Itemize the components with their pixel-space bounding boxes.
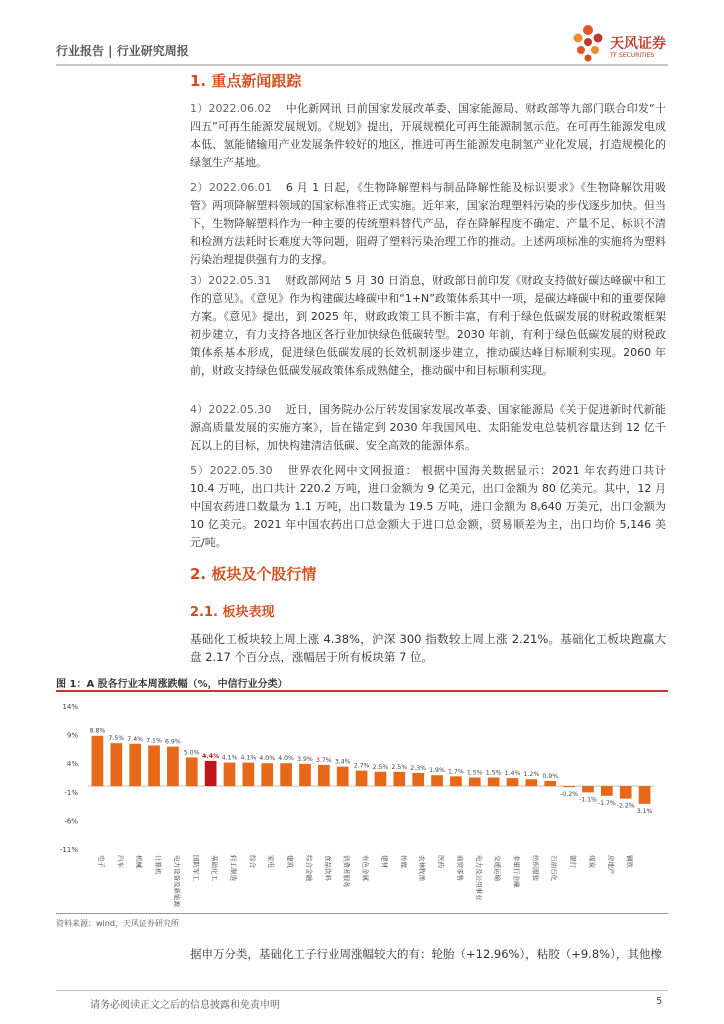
- figure-caption: 图 1：A 股各行业本周涨跌幅（%，中信行业分类）: [56, 679, 288, 690]
- x-category-label: 综合金融: [304, 855, 313, 881]
- y-tick-label: 9%: [66, 731, 78, 740]
- news-date: 1）2022.06.02: [190, 102, 272, 115]
- bar: [639, 786, 651, 804]
- section2-subtitle: 2.1. 板块表现: [190, 605, 275, 620]
- news-text: 近日，国务院办公厅转发国家发展改革委、国家能源局《关于促进新时代新能源高质量发展的实施方案》，旨在锚定到 2030 年我国风电、太阳能发电总装机容量达到 12 亿千瓦以上的目标，加快构建清洁低碳、安全高效的能源体系。: [190, 403, 666, 452]
- bar-value-label: 3.1%: [636, 807, 653, 815]
- bar-value-label: -2.2%: [616, 802, 635, 810]
- bar-value-label: 2.3%: [410, 764, 427, 772]
- news-item-4: [190, 401, 666, 455]
- bar: [601, 786, 613, 796]
- bar: [92, 736, 104, 786]
- x-category-label: 机械: [135, 855, 144, 868]
- bar-value-label: 2.5%: [391, 763, 408, 771]
- x-category-label: 建材: [380, 855, 389, 868]
- bar: [393, 772, 405, 786]
- bar-value-label: 1.5%: [485, 769, 502, 777]
- bar: [318, 765, 330, 786]
- x-category-label: 非银行金融: [512, 855, 521, 888]
- x-category-label: 电子: [97, 855, 106, 868]
- company-logo: [568, 22, 678, 66]
- bar-value-label: 7.5%: [108, 735, 125, 743]
- y-tick-label: 4%: [66, 760, 78, 769]
- footer-divider: [56, 990, 668, 991]
- x-category-label: 基础化工: [210, 855, 219, 881]
- x-category-label: 国防军工: [191, 855, 200, 881]
- x-category-label: 煤炭: [587, 855, 596, 868]
- bar: [148, 745, 160, 786]
- bar-value-label: 1.5%: [466, 769, 483, 777]
- bar-value-label: 4.4%: [202, 752, 220, 760]
- x-category-label: 房地产: [606, 855, 615, 875]
- figure-source: 资料来源：wind，天风证券研究所: [56, 919, 179, 928]
- bar: [110, 743, 122, 786]
- bar: [375, 772, 387, 786]
- logo-flower-icon: [568, 22, 608, 66]
- bar: [582, 786, 594, 792]
- bar-value-label: 7.4%: [127, 735, 144, 743]
- bar-value-label: 4.0%: [278, 755, 294, 763]
- figure-bottom-rule: [56, 913, 668, 914]
- bar: [507, 778, 519, 786]
- page-number: 5: [656, 996, 663, 1007]
- bar-value-label: -0.2%: [560, 791, 579, 799]
- news-date: 2）2022.06.01: [190, 181, 272, 194]
- bar: [431, 775, 443, 786]
- y-tick-label: -11%: [59, 846, 78, 854]
- x-category-label: 家电: [267, 855, 276, 868]
- y-tick-label: -6%: [64, 817, 78, 826]
- bar-value-label: 2.5%: [372, 763, 389, 771]
- bar: [224, 763, 236, 786]
- tail-paragraph: 据申万分类，基础化工子行业周涨幅较大的有：轮胎（+12.96%），粘胶（+9.8%），其他橡: [190, 947, 662, 961]
- bar: [261, 763, 273, 786]
- x-category-label: 农林牧渔: [418, 855, 427, 881]
- bar-value-label: 3.9%: [297, 755, 313, 763]
- x-category-label: 有色金属: [361, 855, 370, 881]
- bar: [563, 786, 575, 787]
- bar-value-label: 4.1%: [221, 754, 238, 762]
- bar-value-label: -1.7%: [597, 799, 616, 807]
- bar: [186, 757, 198, 786]
- news-date: 4）2022.05.30: [190, 403, 272, 416]
- bar: [412, 773, 424, 786]
- news-date: 3）2022.05.31: [190, 274, 272, 287]
- bar-value-label: 3.7%: [315, 756, 332, 764]
- news-text: 财政部网站 5 月 30 日消息，财政部日前印发《财政支持做好碳达峰碳中和工作的意见》。《意见》作为构建碳达峰碳中和“1+N”政策体系其中一项，是碳达峰碳中和的重要保障方案。《意见》提出，到 2025 年，财政政策工具不断丰富，有利于绿色低碳发展的财税政策框架初步建立，有力支持各地区各行业加快绿色低碳转型。2030 年前，有利于绿色低碳发展的财税政策体系基本形成，促进绿色低碳发展的长效机制逐步建立，推动碳达峰目标顺利实现。2060 年前，财政支持绿色低碳发展政策体系成熟健全，推动碳中和目标顺利实现。: [190, 274, 667, 377]
- x-category-label: 电力设备及新能源: [172, 855, 181, 907]
- bar-value-label: -1.1%: [578, 796, 597, 804]
- bar: [544, 781, 556, 786]
- x-category-label: 石油石化: [550, 855, 559, 881]
- x-category-label: 食品饮料: [323, 855, 332, 881]
- bar: [129, 744, 141, 786]
- bar-value-label: 0.9%: [542, 772, 559, 780]
- news-item-1: [190, 100, 666, 172]
- bar-value-label: 3.4%: [334, 758, 351, 766]
- news-item-2: [190, 179, 666, 269]
- x-category-label: 消费者服务: [342, 855, 351, 888]
- x-category-label: 轻工制造: [229, 855, 238, 881]
- bar-value-label: 6.9%: [165, 738, 181, 746]
- x-category-label: 建筑: [286, 855, 295, 868]
- bar-value-label: 7.1%: [146, 737, 162, 745]
- logo-name: 天风证券: [610, 36, 666, 52]
- x-category-label: 交通运输: [493, 855, 502, 881]
- bar-value-label: 4.1%: [240, 754, 257, 762]
- bar-value-label: 1.7%: [448, 768, 464, 776]
- header-breadcrumb: 行业报告 | 行业研究周报: [56, 44, 189, 58]
- bar-value-label: 8.8%: [89, 727, 106, 735]
- x-category-label: 银行: [569, 855, 578, 868]
- section2-title: 2. 板块及个股行情: [190, 565, 317, 583]
- news-item-5: [190, 462, 666, 552]
- y-tick-label: 14%: [62, 703, 78, 711]
- x-category-label: 纺织服装: [531, 855, 540, 881]
- bar-value-label: 1.9%: [429, 767, 445, 775]
- y-tick-label: -1%: [64, 788, 78, 797]
- bar-value-label: 2.7%: [353, 762, 370, 770]
- bar: [299, 764, 311, 786]
- section1-title: 1. 重点新闻跟踪: [190, 72, 302, 90]
- bar-value-label: 4.0%: [259, 755, 276, 763]
- logo-english: TF SECURITIES: [610, 52, 655, 59]
- footer-disclaimer: 请务必阅读正文之后的信息披露和免责申明: [90, 1000, 280, 1011]
- x-category-label: 电力及公用事业: [474, 855, 483, 901]
- bar: [450, 776, 462, 786]
- x-category-label: 医药: [437, 855, 446, 868]
- news-text: 中化新网讯 日前国家发展改革委、国家能源局、财政部等九部门联合印发“十四五”可再生能源发展规划。《规划》提出，开展规模化可再生能源制氢示范。在可再生能源发电成本低、氢能储输用产业发展条件较好的地区，推进可再生能源发电制氢产业化发展，打造规模化的绿氢生产基地。: [190, 102, 666, 169]
- bar: [167, 747, 179, 786]
- x-category-label: 商贸零售: [455, 855, 464, 881]
- figure-top-rule: [56, 690, 668, 692]
- x-category-label: 钢铁: [625, 855, 634, 868]
- bar: [243, 763, 255, 786]
- news-text: 6 月 1 日起，《生物降解塑料与制品降解性能及标识要求》《生物降解饮用吸管》两项降解塑料领域的国家标准将正式实施。近年来，国家治理塑料污染的步伐逐步加快。但当下，生物降解塑料作为一种主要的传统塑料替代产品，存在降解程度不确定、产量不足、标识不清和检测方法耗时长难度大等问题，阻碍了塑料污染治理工作的推动。上述两项标准的实施将为塑料污染治理提供强有力的支撑。: [190, 181, 666, 266]
- section2-body: 基础化工板块较上周上涨 4.38%，沪深 300 指数较上周上涨 2.21%。基础化工板块跑赢大盘 2.17 个百分点，涨幅居于所有板块第 7 位。: [190, 632, 666, 664]
- industry-bar-chart: [56, 693, 668, 911]
- bar: [205, 761, 217, 786]
- x-category-label: 传媒: [399, 855, 408, 868]
- bar: [280, 763, 292, 786]
- bar-value-label: 1.4%: [504, 770, 521, 778]
- bar: [620, 786, 632, 799]
- bar: [488, 778, 500, 787]
- bar: [526, 779, 538, 786]
- x-category-label: 汽车: [116, 855, 125, 868]
- x-category-label: 综合: [248, 855, 257, 868]
- x-category-label: 计算机: [154, 855, 163, 875]
- news-date: 5）2022.05.30: [190, 464, 273, 477]
- bar: [337, 767, 349, 786]
- bar-value-label: 5.0%: [183, 749, 200, 757]
- bar: [469, 778, 481, 787]
- news-item-3: [190, 272, 666, 380]
- bar: [356, 771, 368, 786]
- bar-value-label: 1.2%: [523, 771, 540, 779]
- news-text: 世界农化网中文网报道： 根据中国海关数据显示：2021 年农药进口共计 10.4 万吨，出口共计 220.2 万吨，进口金额为 9 亿美元，出口金额为 80 亿美元。其中，12 月中国农药进口数量为 1.1 万吨，出口数量为 19.5 万吨，进口金额为 8,640 万美元，出口金额为 10 亿美元。2021 年中国农药出口总金额大于进口总金额，贸易顺差为主，出口均价 5,146 美元/吨。: [190, 464, 666, 549]
